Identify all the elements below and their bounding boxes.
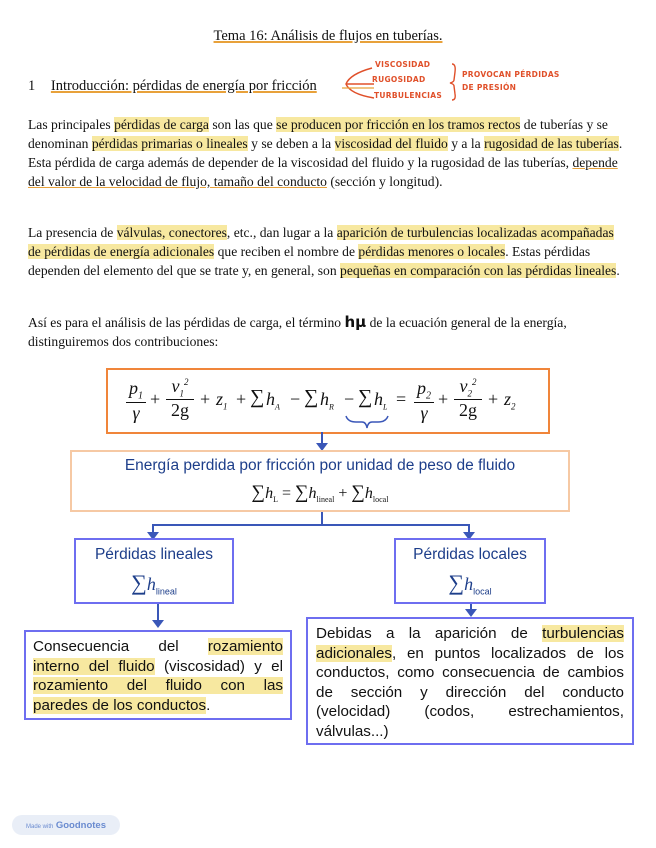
section-number: 1 bbox=[28, 78, 36, 94]
energy-equation-box bbox=[106, 368, 550, 434]
section-title: Introducción: pérdidas de energía por fricción bbox=[50, 78, 317, 94]
lineales-description: Consecuencia del rozamiento interno del fluido (viscosidad) y el rozamiento del fluido con las paredes de los conductos. bbox=[24, 630, 292, 720]
annotation-item: RUGOSIDAD bbox=[372, 75, 426, 84]
brace-icon bbox=[448, 62, 460, 102]
paragraph-primary-losses: Las principales pérdidas de carga son las que se producen por fricción en los tramos rectos de tuberías y se denominan pérdidas primarias o lineales y se deben a la viscosidad del fluido y a la rugosidad de las tuberías. Esta pérdida de carga además de depender de la viscosidad del fluido y la rugosidad de las tuberías, depende del valor de la velocidad de flujo, tamaño del conducto (sección y longitud). bbox=[28, 117, 623, 189]
term-h-mu: hμ bbox=[344, 313, 367, 331]
annotation-item: VISCOSIDAD bbox=[375, 60, 431, 69]
annotation-item: TURBULENCIAS bbox=[374, 91, 443, 100]
energy-lost-sum: $\sum h_L = \sum h_{lineal} + \sum h_{local}$ bbox=[251, 482, 389, 505]
annotation-note: PROVOCAN PÉRDIDAS bbox=[462, 70, 560, 79]
section-heading bbox=[28, 78, 317, 95]
lineales-title: Pérdidas lineales bbox=[94, 546, 214, 563]
locales-sum: $\sum h_{local}$ bbox=[448, 570, 492, 597]
locales-title: Pérdidas locales bbox=[413, 546, 527, 563]
page-title: Tema 16: Análisis de flujos en tuberías. bbox=[213, 28, 443, 44]
brace-icon bbox=[344, 414, 390, 432]
connector-line bbox=[152, 524, 470, 526]
annotation-note: DE PRESIÓN bbox=[462, 83, 517, 92]
arrow-down-icon bbox=[152, 620, 164, 628]
paragraph-dependence: Esta pérdida de carga además de depender de la viscosidad del fluido y la rugosidad de las tuberías, depende del valor de la velocidad de flujo, tamaño del conducto (sección y longitud). bbox=[28, 155, 618, 189]
energy-lost-title: Energía perdida por fricción por unidad de peso de fluido bbox=[124, 457, 516, 474]
lineales-sum: $\sum h_{lineal}$ bbox=[131, 570, 177, 597]
energy-equation: $p_1$ γ + $v_1^2$ 2g + $z_1$ + ∑ $h_A$ − ∑ $h_R$ − ∑ $h_L$ = $p_2$ γ + $v_2^2$ 2g + $z_2$ bbox=[126, 376, 536, 426]
energy-lost-box bbox=[70, 450, 570, 512]
lineales-box bbox=[74, 538, 234, 604]
paragraph-contributions: Así es para el análisis de las pérdidas de carga, el término hμ de la ecuación general de la energía, distinguiremos dos contribuciones: bbox=[28, 313, 567, 349]
arrow-down-icon bbox=[465, 609, 477, 617]
goodnotes-badge: Made with Goodnotes bbox=[12, 815, 120, 835]
paragraph-minor-losses: La presencia de válvulas, conectores, etc., dan lugar a la aparición de turbulencias localizadas acompañadas de pérdidas de energía adicionales que reciben el nombre de pérdidas menores o locales. Estas pérdidas dependen del elemento del que se trate y, en general, son pequeñas en comparación con las pérdidas lineales. bbox=[28, 225, 620, 278]
locales-box bbox=[394, 538, 546, 604]
locales-description: Debidas a la aparición de turbulencias adicionales, en puntos localizados de los conductos, como consecuencia de cambios de sección y dirección del conducto (velocidad) (codos, estrechamientos, válvulas...) bbox=[306, 617, 634, 745]
